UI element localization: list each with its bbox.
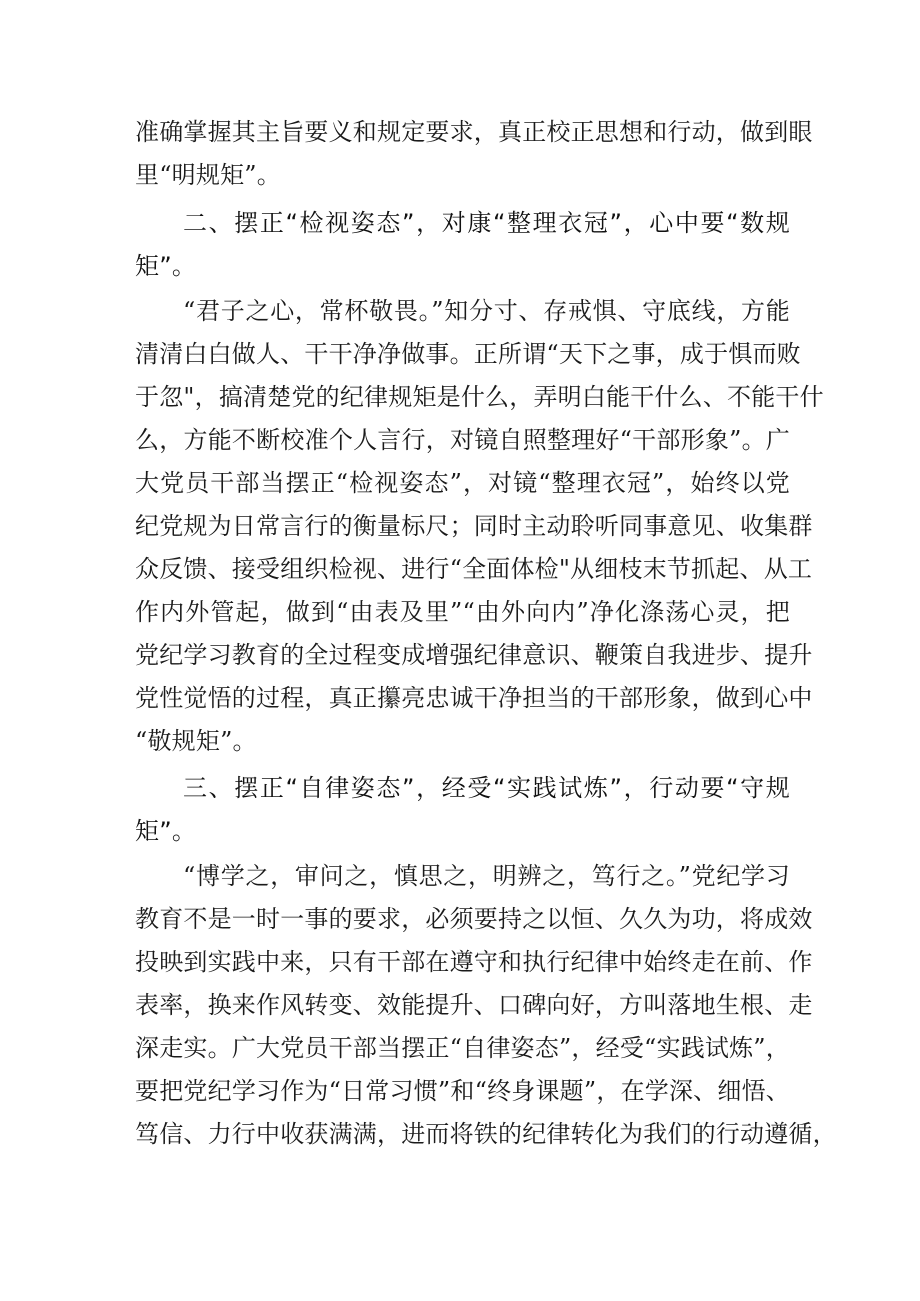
- section3-heading-line-1: 三、摆正“自律姿态”，经受“实践试炼”，行动要“守规: [183, 774, 790, 802]
- section2-paragraph-line-10: 党性觉悟的过程，真正攥亮忠诚干净担当的干部形象，做到心中: [135, 684, 813, 712]
- section3-paragraph-line-3: 投映到实践中来，只有干部在遵守和执行纪律中始终走在前、作: [135, 948, 813, 976]
- section3-heading-line-2: 矩”。: [135, 817, 197, 845]
- section2-paragraph-line-11: “敬规矩”。: [135, 727, 257, 755]
- section2-paragraph-line-8: 作内外管起，做到“由表及里”“由外向内”净化涤荡心灵，把: [135, 598, 790, 626]
- section3-paragraph-line-5: 深走实。广大党员干部当摆正“自律姿态”，经受“实践试炼”，: [135, 1034, 790, 1062]
- section2-paragraph-line-1: “君子之心，常杯敬畏。”知分寸、存戒惧、守底线，方能: [183, 297, 790, 325]
- intro-line-1: 准确掌握其主旨要义和规定要求，真正校正思想和行动，做到眼: [135, 118, 813, 146]
- section2-paragraph-line-5: 大党员干部当摆正“检视姿态”，对镜“整理衣冠”，始终以党: [135, 469, 790, 497]
- section2-heading-line-1: 二、摆正“检视姿态”，对康“整理衣冠”，心中要“数规: [183, 209, 790, 237]
- section2-paragraph-line-2: 清清白白做人、干干净净做事。正所谓“天下之事，成于惧而败: [135, 340, 801, 368]
- section3-paragraph-line-7: 笃信、力行中收获满满，进而将铁的纪律转化为我们的行动遵循，: [135, 1120, 837, 1148]
- section2-paragraph-line-3: 于忽"，搞清楚党的纪律规矩是什么，弄明白能干什么、不能干什: [135, 383, 824, 411]
- section2-heading-line-2: 矩”。: [135, 252, 197, 280]
- section3-paragraph-line-4: 表率，换来作风转变、效能提升、口碑向好，方叫落地生根、走: [135, 991, 813, 1019]
- section3-paragraph-line-1: “博学之，审问之，慎思之，明辨之，笃行之。”党纪学习: [183, 862, 790, 890]
- section2-paragraph-line-7: 众反馈、接受组织检视、进行“全面体检"从细枝末节抓起、从工: [135, 555, 813, 583]
- section3-paragraph-line-2: 教育不是一时一事的要求，必须要持之以恒、久久为功，将成效: [135, 905, 813, 933]
- intro-line-2: 里“明规矩”。: [135, 161, 281, 189]
- section2-paragraph-line-6: 纪党规为日常言行的衡量标尺；同时主动聆听同事意见、收集群: [135, 512, 813, 540]
- section3-paragraph-line-6: 要把党纪学习作为“日常习惯”和“终身课题”，在学深、细悟、: [135, 1077, 790, 1105]
- section2-paragraph-line-4: 么，方能不断校准个人言行，对镜自照整理好“干部形象”。广: [135, 426, 790, 454]
- section2-paragraph-line-9: 党纪学习教育的全过程变成增强纪律意识、鞭策自我进步、提升: [135, 641, 813, 669]
